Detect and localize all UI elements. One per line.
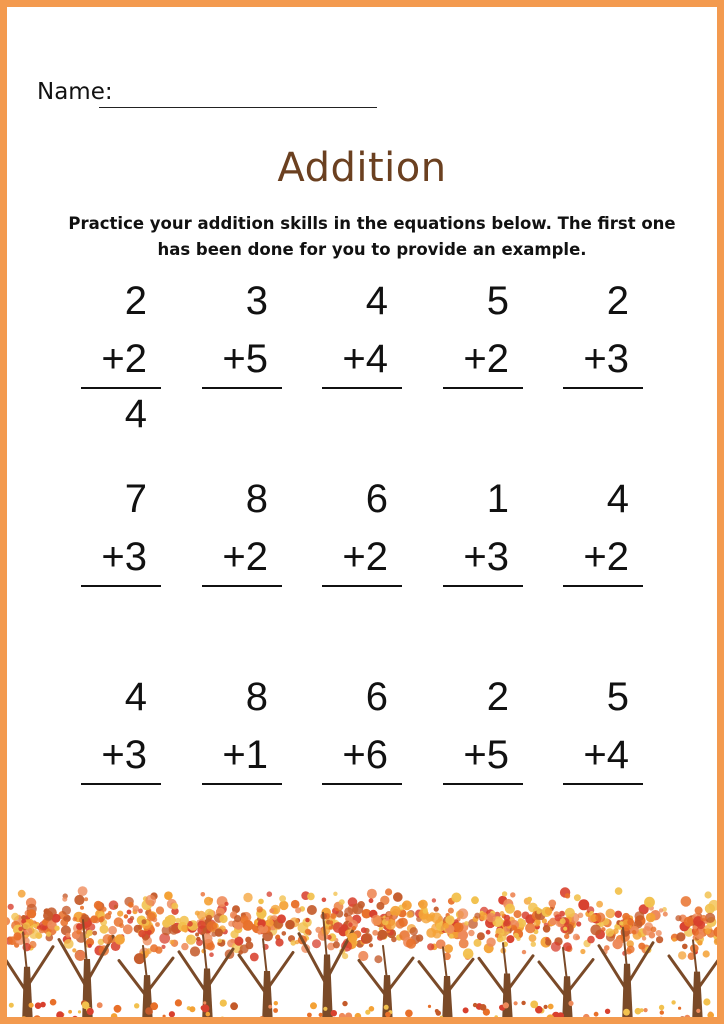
fallen-leaf	[273, 1008, 278, 1013]
tree	[341, 888, 431, 1024]
fallen-leaf	[473, 1003, 477, 1007]
problem-answer: 4	[124, 392, 147, 436]
fallen-leaf	[33, 1015, 40, 1022]
fallen-leaf	[605, 1009, 610, 1014]
fallen-leaf	[521, 1001, 525, 1005]
problem-sum-line[interactable]	[202, 585, 282, 587]
problem-sum-line[interactable]	[81, 783, 161, 785]
fallen-leaf	[128, 1018, 132, 1022]
fallen-leaf	[673, 1020, 677, 1024]
fallen-leaf	[449, 1020, 453, 1024]
fallen-leaf	[514, 1001, 518, 1005]
fallen-leaf	[169, 1011, 175, 1017]
fallen-leaf	[660, 1010, 664, 1014]
fallen-leaf	[111, 1013, 118, 1020]
fallen-leaf	[548, 1004, 554, 1010]
problem	[322, 477, 402, 622]
problem-top-number: 2	[486, 675, 509, 719]
problem-sum-line[interactable]	[81, 585, 161, 587]
fallen-leaf	[679, 1016, 686, 1023]
fallen-leaf	[355, 1013, 362, 1020]
fallen-leaf	[494, 1015, 498, 1019]
fallen-leaf	[259, 1016, 265, 1022]
fallen-leaf	[530, 1001, 538, 1009]
fallen-leaf	[365, 1010, 370, 1015]
fallen-leaf	[546, 1014, 554, 1022]
fallen-leaf	[163, 1015, 166, 1018]
fallen-leaf	[624, 1018, 630, 1024]
problem-top-number: 2	[606, 279, 629, 323]
problem	[563, 279, 643, 424]
fallen-leaf	[201, 1004, 209, 1012]
fallen-leaf	[442, 1020, 450, 1024]
problem-sum-line[interactable]	[443, 783, 523, 785]
problem-top-number: 2	[124, 279, 147, 323]
problem	[443, 675, 523, 820]
fallen-leaf	[206, 1012, 211, 1017]
problem-sum-line	[81, 387, 161, 389]
fallen-leaf	[145, 1007, 153, 1015]
fallen-leaf	[698, 1020, 702, 1024]
problem-top-number: 3	[245, 279, 268, 323]
fallen-leaf	[671, 1000, 675, 1004]
fallen-leaf	[480, 1004, 487, 1011]
fallen-leaf	[307, 1013, 312, 1018]
fallen-leaf	[544, 1005, 548, 1009]
problem-top-number: 4	[365, 279, 388, 323]
problem-top-number: 5	[606, 675, 629, 719]
fallen-leaf	[29, 1003, 34, 1008]
problem-top-number: 4	[606, 477, 629, 521]
fallen-leaf	[428, 1005, 431, 1008]
fallen-leaf	[440, 1016, 443, 1019]
problem-bottom-number: +3	[101, 535, 147, 579]
problem	[563, 675, 643, 820]
problem-bottom-number: +5	[222, 337, 268, 381]
instructions-line-1: Practice your addition skills in the equations below. The first one	[68, 214, 676, 233]
instructions-line-2: has been done for you to provide an example.	[157, 240, 587, 259]
fallen-leaf	[659, 1005, 664, 1010]
fallen-leaf	[220, 1017, 225, 1022]
problem-sum-line[interactable]	[322, 585, 402, 587]
problem-top-number: 5	[486, 279, 509, 323]
fallen-leaf	[230, 1002, 238, 1010]
fallen-leaf	[463, 1007, 469, 1013]
fallen-leaf	[382, 1018, 388, 1024]
fallen-leaf	[9, 1003, 14, 1008]
problem-top-number: 8	[245, 675, 268, 719]
fallen-leaf	[427, 1019, 432, 1024]
fallen-leaf	[339, 1013, 345, 1019]
problem-top-number: 4	[124, 675, 147, 719]
fallen-leaf	[72, 1016, 78, 1022]
problem-bottom-number: +2	[222, 535, 268, 579]
problem-bottom-number: +2	[101, 337, 147, 381]
fallen-leaf	[441, 1017, 446, 1022]
fallen-leaf	[175, 999, 182, 1006]
fallen-leaf	[323, 1007, 327, 1011]
page-title: Addition	[277, 145, 447, 191]
fallen-leaf	[385, 1012, 391, 1018]
fallen-leaf	[465, 1018, 472, 1024]
fallen-leaf	[557, 1018, 564, 1024]
fallen-leaf	[68, 1010, 72, 1014]
problem-sum-line[interactable]	[563, 387, 643, 389]
fallen-leaf	[220, 1000, 227, 1007]
problem-sum-line[interactable]	[443, 585, 523, 587]
name-blank-line[interactable]	[99, 107, 377, 108]
problem	[202, 675, 282, 820]
fallen-leaf	[134, 1003, 139, 1008]
fallen-leaf	[703, 998, 710, 1005]
fallen-leaf	[658, 1017, 665, 1024]
problem	[322, 675, 402, 820]
fallen-leaf	[503, 1002, 509, 1008]
autumn-trees-decoration	[7, 877, 717, 1024]
problem-sum-line[interactable]	[563, 783, 643, 785]
problem	[202, 477, 282, 622]
fallen-leaf	[436, 1010, 441, 1015]
fallen-leaf	[447, 1019, 452, 1024]
fallen-leaf	[114, 1005, 122, 1013]
fallen-leaf	[384, 1005, 389, 1010]
problem	[81, 477, 161, 622]
problem	[81, 279, 161, 436]
fallen-leaf	[22, 1021, 28, 1024]
problem-sum-line[interactable]	[322, 387, 402, 389]
tree	[587, 887, 664, 1024]
problem-top-number: 8	[245, 477, 268, 521]
problem	[563, 477, 643, 622]
fallen-leaf	[218, 1020, 222, 1024]
fallen-leaf	[640, 1008, 644, 1012]
fallen-leaf	[189, 1006, 195, 1012]
problem-sum-line[interactable]	[563, 585, 643, 587]
fallen-leaf	[20, 1016, 27, 1023]
problem-bottom-number: +3	[583, 337, 629, 381]
fallen-leaf	[340, 1018, 348, 1024]
problem-bottom-number: +2	[583, 535, 629, 579]
problem	[81, 675, 161, 820]
fallen-leaf	[50, 999, 57, 1006]
problem-bottom-number: +3	[101, 733, 147, 777]
fallen-leaf	[634, 1018, 639, 1023]
fallen-leaf	[56, 1011, 64, 1019]
fallen-leaf	[87, 1008, 94, 1015]
fallen-leaf	[203, 1001, 206, 1004]
fallen-leaf	[644, 1008, 648, 1012]
problem-top-number: 6	[365, 675, 388, 719]
problem-bottom-number: +4	[583, 733, 629, 777]
fallen-leaf	[405, 1010, 413, 1018]
problem-sum-line[interactable]	[202, 783, 282, 785]
problem-bottom-number: +2	[342, 535, 388, 579]
tree-layer	[7, 886, 717, 1024]
problem-sum-line[interactable]	[202, 387, 282, 389]
fallen-leaf	[331, 1010, 337, 1016]
fallen-leaf	[319, 1013, 323, 1017]
problem-top-number: 7	[124, 477, 147, 521]
problem-top-number: 6	[365, 477, 388, 521]
problem-bottom-number: +4	[342, 337, 388, 381]
problem-sum-line[interactable]	[322, 783, 402, 785]
fallen-leaf	[268, 1005, 272, 1009]
problem-bottom-number: +2	[463, 337, 509, 381]
fallen-leaf	[349, 1018, 355, 1024]
problem-bottom-number: +5	[463, 733, 509, 777]
fallen-leaf	[707, 1012, 714, 1019]
fallen-leaf	[623, 1009, 630, 1016]
problem	[443, 279, 523, 424]
fallen-leaf	[557, 1012, 564, 1019]
fallen-leaf	[228, 1019, 233, 1024]
fallen-leaf	[583, 1014, 590, 1021]
fallen-leaf	[696, 1009, 700, 1013]
fallen-leaf	[234, 1018, 239, 1023]
fallen-leaf	[254, 1020, 258, 1024]
fallen-leaf	[568, 1001, 573, 1006]
fallen-leaf	[580, 1018, 588, 1024]
problem-sum-line[interactable]	[443, 387, 523, 389]
instructions	[62, 211, 682, 263]
fallen-leaf	[78, 1010, 81, 1013]
problem	[202, 279, 282, 424]
problem-bottom-number: +6	[342, 733, 388, 777]
fallen-leaf	[678, 1007, 681, 1010]
problem-bottom-number: +1	[222, 733, 268, 777]
problem-bottom-number: +3	[463, 535, 509, 579]
name-label: Name:	[37, 79, 113, 105]
fallen-leaf	[684, 1015, 690, 1021]
problem	[443, 477, 523, 622]
fallen-leaf	[274, 1001, 278, 1005]
fallen-leaf	[58, 1018, 63, 1023]
fallen-leaf	[594, 1012, 599, 1017]
fallen-leaf	[310, 1002, 317, 1009]
fallen-leaf	[35, 1002, 42, 1009]
problem	[322, 279, 402, 424]
fallen-leaf	[345, 1013, 352, 1020]
fallen-leaf	[97, 1002, 103, 1008]
fallen-leaf	[342, 1001, 347, 1006]
problem-top-number: 1	[486, 477, 509, 521]
